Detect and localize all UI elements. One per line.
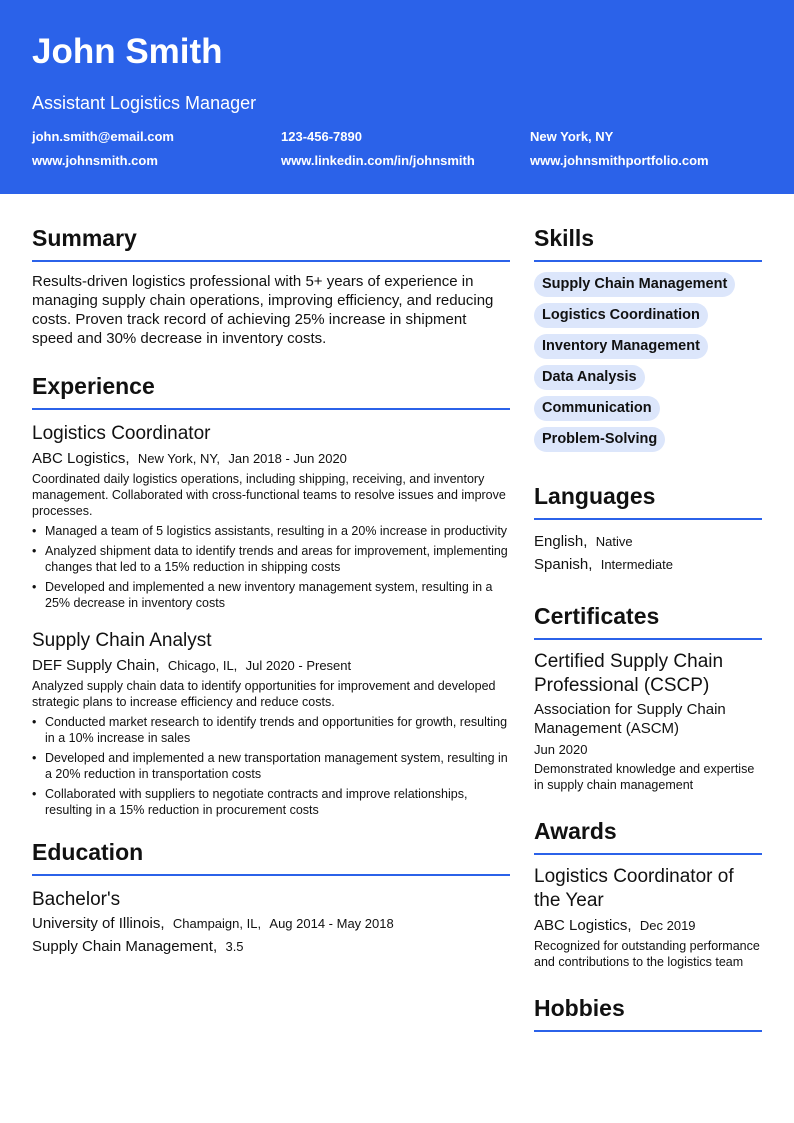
job-achievements (32, 523, 510, 611)
certificate-description: Demonstrated knowledge and expertise in supply chain management (534, 762, 755, 792)
skill-chip: Communication (534, 396, 660, 421)
achievement-item: • Developed and implemented a new inventory management system, resulting in a 25% decrease in inventory costs (32, 579, 510, 611)
job-entry (32, 629, 510, 818)
hobbies-heading: Hobbies (534, 992, 762, 1032)
job-dates: Jul 2020 - Present (245, 658, 352, 673)
achievement-item: • Collaborated with suppliers to negotiate contracts and improve relationships, resulting in a 15% reduction in procurement costs (32, 786, 510, 818)
certificate-name: Certified Supply Chain Professional (CSCP) (534, 651, 724, 696)
education-gpa: 3.5 (225, 939, 244, 954)
education-school: University of Illinois, (32, 915, 165, 932)
education-school-line (32, 912, 510, 935)
job-description: Coordinated daily logistics operations, including shipping, receiving, and inventory management. Collaborated with cross-functional teams to resolve issues and improve processes. (32, 472, 506, 518)
resume-header (0, 0, 794, 194)
skill-chip: Data Analysis (534, 365, 645, 390)
job-location: Chicago, IL, (167, 658, 238, 673)
language-item (534, 530, 762, 553)
award-date: Dec 2019 (639, 918, 696, 933)
language-level: Intermediate (600, 557, 673, 572)
linkedin-link[interactable]: www.linkedin.com/in/johnsmith (281, 153, 475, 168)
job-title: Supply Chain Analyst (32, 630, 212, 651)
job-company: DEF Supply Chain, (32, 657, 160, 674)
awards-heading: Awards (534, 815, 762, 855)
resume-body (0, 194, 794, 1123)
achievement-item: • Managed a team of 5 logistics assistants, resulting in a 20% increase in productivity (32, 523, 510, 539)
education-field: Supply Chain Management, (32, 938, 218, 955)
skill-chip: Problem-Solving (534, 427, 665, 452)
language-name: Spanish, (534, 556, 593, 573)
job-entry (32, 422, 510, 611)
left-column (32, 222, 510, 958)
experience-heading: Experience (32, 370, 510, 410)
phone-number: 123-456-7890 (281, 129, 362, 144)
award-name: Logistics Coordinator of the Year (534, 866, 734, 911)
right-column (534, 222, 762, 1042)
award-description: Recognized for outstanding performance and contributions to the logistics team (534, 939, 760, 969)
achievement-item: • Conducted market research to identify trends and opportunities for growth, resulting in a 10% increase in sales (32, 714, 510, 746)
achievement-item: • Developed and implemented a new transportation management system, resulting in a 20% reduction in transportation costs (32, 750, 510, 782)
summary-text: Results-driven logistics professional with 5+ years of experience in managing supply chain operations, improving efficiency, and reducing costs. Proven track record of achieving 25% increase in shipment speed and 30% decrease in inventory costs. (32, 273, 494, 347)
location-text: New York, NY (530, 129, 614, 144)
skills-list (534, 272, 762, 458)
languages-list (534, 530, 762, 576)
language-item (534, 553, 762, 576)
language-name: English, (534, 533, 588, 550)
email-link[interactable]: john.smith@email.com (32, 129, 174, 144)
education-location: Champaign, IL, (172, 916, 262, 931)
website-link[interactable]: www.johnsmith.com (32, 153, 158, 168)
education-degree: Bachelor's (32, 889, 121, 910)
skill-chip: Inventory Management (534, 334, 708, 359)
job-meta (32, 655, 510, 677)
award-meta (534, 915, 762, 937)
candidate-name: John Smith (32, 32, 223, 71)
education-dates: Aug 2014 - May 2018 (269, 916, 394, 931)
job-achievements (32, 714, 510, 818)
education-field-line (32, 935, 510, 958)
award-issuer: ABC Logistics, (534, 917, 632, 934)
contact-info (32, 129, 762, 169)
job-dates: Jan 2018 - Jun 2020 (228, 451, 347, 466)
summary-heading: Summary (32, 222, 510, 262)
certificates-heading: Certificates (534, 600, 762, 640)
skill-chip: Supply Chain Management (534, 272, 735, 297)
job-location: New York, NY, (137, 451, 221, 466)
certificate-issuer: Association for Supply Chain Management (ASCM) (534, 701, 726, 737)
job-description: Analyzed supply chain data to identify opportunities for improvement and developed strategic plans to increase efficiency and reduce costs. (32, 679, 496, 709)
skill-chip: Logistics Coordination (534, 303, 708, 328)
portfolio-link[interactable]: www.johnsmithportfolio.com (530, 153, 709, 168)
candidate-role: Assistant Logistics Manager (32, 93, 257, 113)
job-company: ABC Logistics, (32, 450, 130, 467)
language-level: Native (595, 534, 633, 549)
skills-heading: Skills (534, 222, 762, 262)
job-title: Logistics Coordinator (32, 423, 211, 444)
education-heading: Education (32, 836, 510, 876)
certificate-date: Jun 2020 (534, 742, 588, 757)
achievement-item: • Analyzed shipment data to identify trends and areas for improvement, implementing changes that led to a 15% reduction in shipping costs (32, 543, 510, 575)
job-meta (32, 448, 510, 470)
languages-heading: Languages (534, 480, 762, 520)
